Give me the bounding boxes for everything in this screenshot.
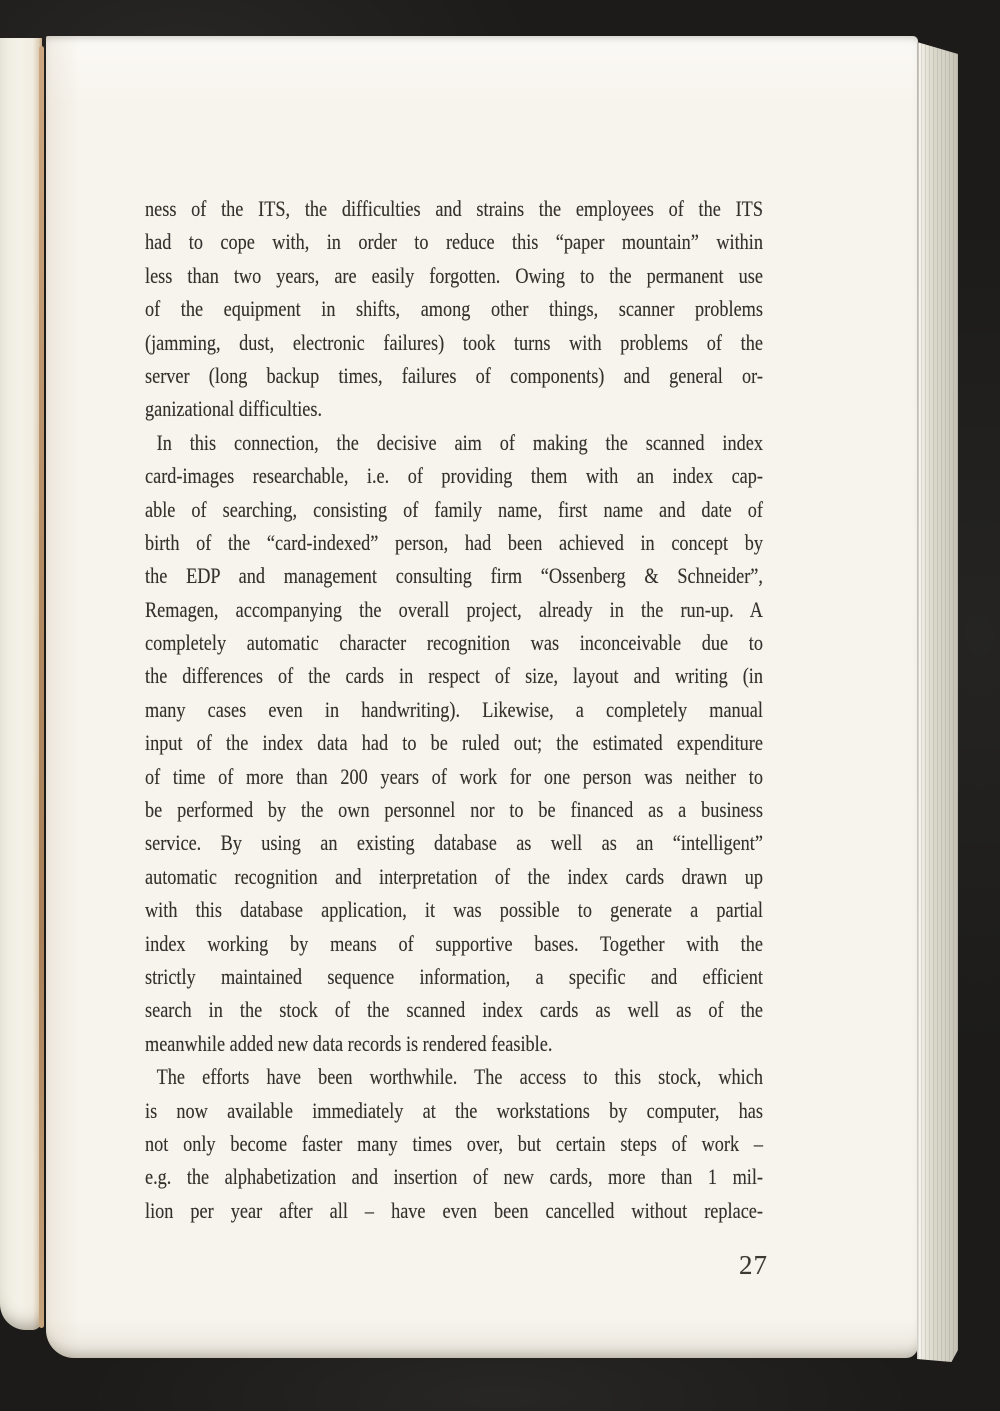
text-line: lion per year after all – have even been cancelled without replace-: [145, 1197, 763, 1223]
text-line: able of searching, consisting of family name, first name and date of: [145, 496, 763, 522]
text-line: In this connection, the decisive aim of making the scanned index: [156, 429, 763, 455]
text-line: birth of the “card-indexed” person, had been achieved in concept by: [145, 529, 763, 555]
text-line: Remagen, accompanying the overall project, already in the run-up. A: [145, 596, 763, 622]
text-line: ness of the ITS, the difficulties and strains the employees of the ITS: [145, 196, 763, 221]
text-line: be performed by the own personnel nor to be financed as a business: [145, 797, 763, 823]
text-line: strictly maintained sequence information, a specific and efficient: [145, 963, 763, 989]
text-line: had to cope with, in order to reduce this “paper mountain” within: [145, 229, 763, 255]
book-page: [46, 36, 918, 1358]
text-line: less than two years, are easily forgotten. Owing to the permanent use: [145, 262, 763, 288]
text-line: search in the stock of the scanned index cards as well as of the: [145, 997, 763, 1023]
text-line: the differences of the cards in respect of size, layout and writing (in: [145, 663, 763, 689]
text-line: many cases even in handwriting). Likewise, a completely manual: [145, 696, 763, 722]
paragraph: [145, 426, 763, 1060]
paragraph: [145, 192, 763, 426]
page-edge-seam: [917, 42, 919, 1362]
paragraph: [145, 1060, 763, 1227]
text-line: completely automatic character recognition was inconceivable due to: [145, 630, 763, 656]
text-line: server (long backup times, failures of components) and general or-: [145, 362, 763, 388]
facing-page-edge: [0, 38, 42, 1330]
text-line: with this database application, it was possible to generate a partial: [145, 897, 763, 923]
text-line: card-images researchable, i.e. of providing them with an index cap-: [145, 463, 763, 489]
text-line: meanwhile added new data records is rendered feasible.: [145, 1030, 553, 1056]
text-line: is now available immediately at the workstations by computer, has: [145, 1097, 763, 1123]
text-line: input of the index data had to be ruled out; the estimated expenditure: [145, 730, 763, 756]
book-gutter: [39, 46, 44, 1328]
text-line: of time of more than 200 years of work for one person was neither to: [145, 763, 763, 789]
text-line: index working by means of supportive bases. Together with the: [145, 930, 763, 956]
text-line: The efforts have been worthwhile. The access to this stock, which: [156, 1064, 763, 1090]
page-text-block: [145, 192, 763, 1227]
text-line: of the equipment in shifts, among other things, scanner problems: [145, 296, 763, 322]
text-line: the EDP and management consulting firm “Ossenberg & Schneider”,: [145, 563, 763, 589]
text-line: automatic recognition and interpretation of the index cards drawn up: [145, 863, 763, 889]
text-line: (jamming, dust, electronic failures) took turns with problems of the: [145, 329, 763, 355]
text-line: service. By using an existing database as well as an “intelligent”: [145, 830, 763, 856]
text-line: e.g. the alphabetization and insertion of new cards, more than 1 mil-: [145, 1164, 763, 1190]
text-line: ganizational difficulties.: [145, 396, 323, 422]
page-number: 27: [739, 1250, 768, 1280]
page-stack-fore-edge: [917, 42, 958, 1362]
text-line: not only become faster many times over, but certain steps of work –: [145, 1130, 763, 1156]
